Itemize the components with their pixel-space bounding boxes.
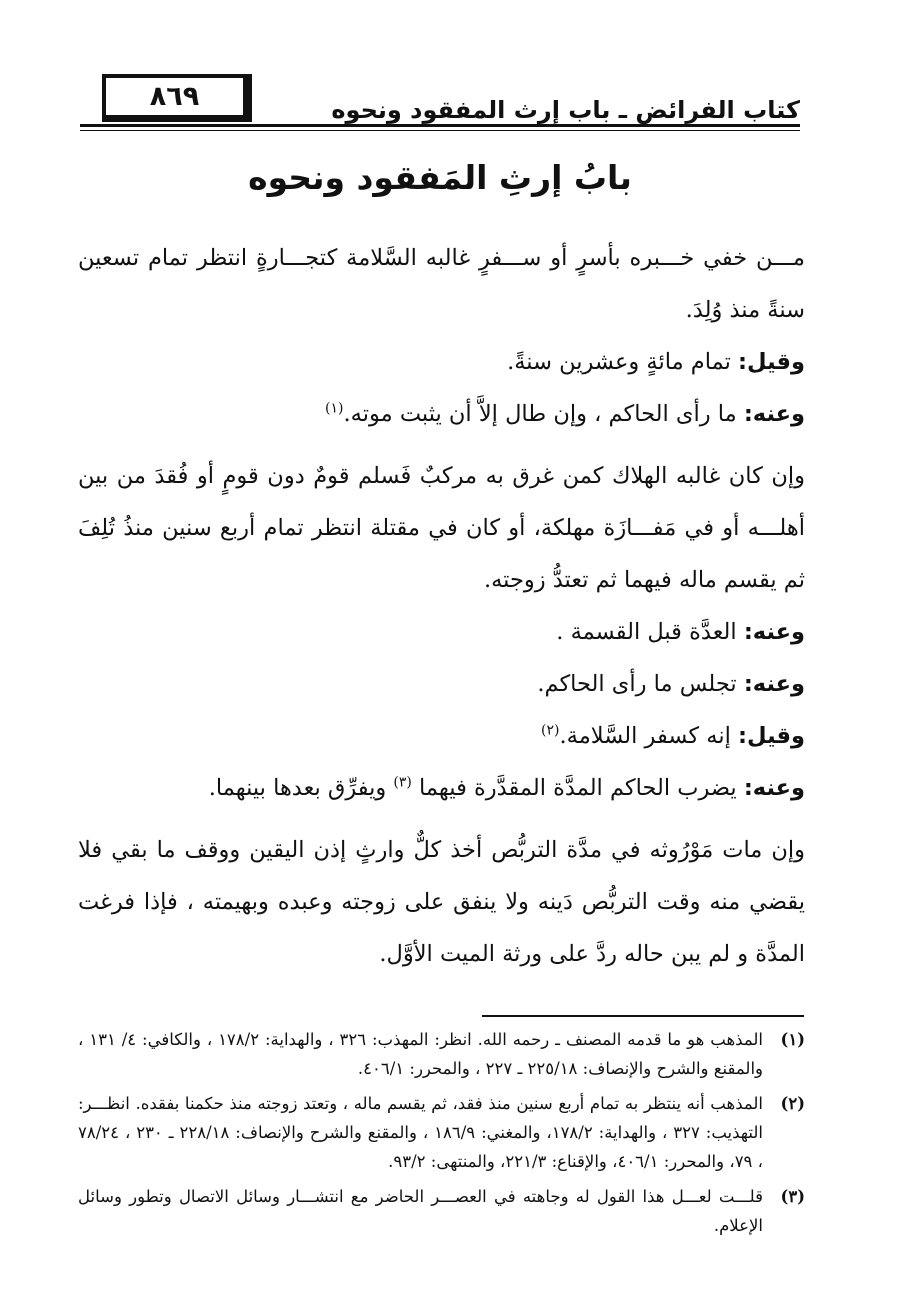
paragraph — [78, 336, 805, 388]
footnote-text: المذهب أنه ينتظر به تمام أربع سنين منذ فقد، ثم يقسم ماله ، وتعتد زوجته منذ حكمنا بفقده. انظـــر: التهذيب: ٣٢٧ ، والهداية: ١٧٨/٢، والمغني: ١٨٦/٩ ، والمقنع والشرح والإنصاف: ٢٢٨/١٨ ـ ٢٣٠ ، ٧٨/٢٤ ، ٧٩، والمحرر: ٤٠٦/١، والإقناع: ٢٢١/٣، والمنتهى: ٩٣/٢. — [78, 1094, 763, 1171]
paragraph-text: العدَّة قبل القسمة . — [556, 619, 737, 645]
header-rule-thin — [80, 130, 800, 131]
paragraph-label: وعنه: — [743, 775, 805, 801]
paragraph — [78, 762, 805, 814]
paragraph-text-after: ويفرِّق بعدها بينهما. — [208, 775, 387, 801]
footnote-text: قلـــت لعـــل هذا القول له وجاهته في العصـــر الحاضر مع انتشـــار وسائل الاتصال وتطور وسائل الإعلام. — [78, 1187, 763, 1235]
paragraph-text: تمام مائةٍ وعشرين سنةً. — [507, 349, 731, 375]
paragraph-text: تجلس ما رأى الحاكم. — [537, 671, 737, 697]
running-title: كتاب الفرائض ـ باب إرث المفقود ونحوه — [331, 96, 800, 124]
paragraph-label: وعنه: — [743, 619, 805, 645]
footnote-ref[interactable]: (٢) — [541, 722, 560, 739]
footnote-ref[interactable]: (٣) — [393, 774, 412, 791]
chapter-title: بابُ إرثِ المَفقود ونحوه — [248, 158, 632, 197]
footnote-separator — [482, 1015, 804, 1017]
footnotes — [78, 1025, 805, 1246]
footnote-ref[interactable]: (١) — [325, 400, 344, 417]
paragraph-text: وإن كان غالبه الهلاك كمن غرق به مركبٌ فَسلم قومٌ دون قومٍ أو فُقدَ من بين أهلـــه أو في مَفـــازَة مهلكة، أو كان في مقتلة انتظر تمام أربع سنين منذُ تُلِفَ ثم يقسم ماله فيهما ثم تعتدُّ زوجته. — [78, 463, 805, 593]
paragraph-text: إنه كسفر السَّلامة. — [559, 723, 731, 749]
paragraph — [78, 232, 805, 336]
paragraph-label: وقيل: — [738, 349, 805, 375]
paragraph — [78, 606, 805, 658]
paragraph — [78, 824, 805, 980]
paragraph-label: وعنه: — [743, 671, 805, 697]
footnote — [78, 1089, 805, 1176]
body-text — [78, 232, 805, 980]
paragraph-label: وقيل: — [738, 723, 805, 749]
paragraph — [78, 658, 805, 710]
paragraph — [78, 388, 805, 440]
paragraph — [78, 710, 805, 762]
footnote — [78, 1025, 805, 1083]
footnote-number: (١) — [780, 1030, 805, 1049]
paragraph-text: يضرب الحاكم المدَّة المقدَّرة فيهما — [419, 775, 737, 801]
footnote — [78, 1182, 805, 1240]
footnote-number: (٣) — [780, 1187, 805, 1206]
paragraph — [78, 450, 805, 606]
paragraph-text: ما رأى الحاكم ، وإن طال إلاَّ أن يثبت موته. — [343, 401, 737, 427]
paragraph-text: وإن مات مَوْرُوثه في مدَّة التربُّص أخذ كلٌّ وارثٍ إذن اليقين ووقف ما بقي فلا يقضي منه وقت التربُّص دَينه ولا ينفق على زوجته وعبده وبهيمته ، فإذا فرغت المدَّة و لم يبن حاله ردَّ على ورثة الميت الأوَّل. — [78, 837, 805, 967]
page-number-box — [102, 74, 252, 122]
page-number: ٨٦٩ — [149, 81, 200, 112]
footnote-text: المذهب هو ما قدمه المصنف ـ رحمه الله. انظر: المهذب: ٣٢٦ ، والهداية: ١٧٨/٢ ، والكافي: ٤/ ١٣١ ، والمقنع والشرح والإنصاف: ٢٢٥/١٨ ـ ٢٢٧ ، والمحرر: ٤٠٦/١. — [78, 1030, 763, 1078]
running-header — [80, 70, 800, 132]
header-rule — [80, 124, 800, 127]
footnote-number: (٢) — [780, 1094, 805, 1113]
paragraph-text: مـــن خفي خـــبره بأسرٍ أو ســـفرٍ غالبه السَّلامة كتجـــارةٍ انتظر تمام تسعين سنةً منذ وُلِدَ. — [78, 245, 805, 323]
paragraph-label: وعنه: — [743, 401, 805, 427]
